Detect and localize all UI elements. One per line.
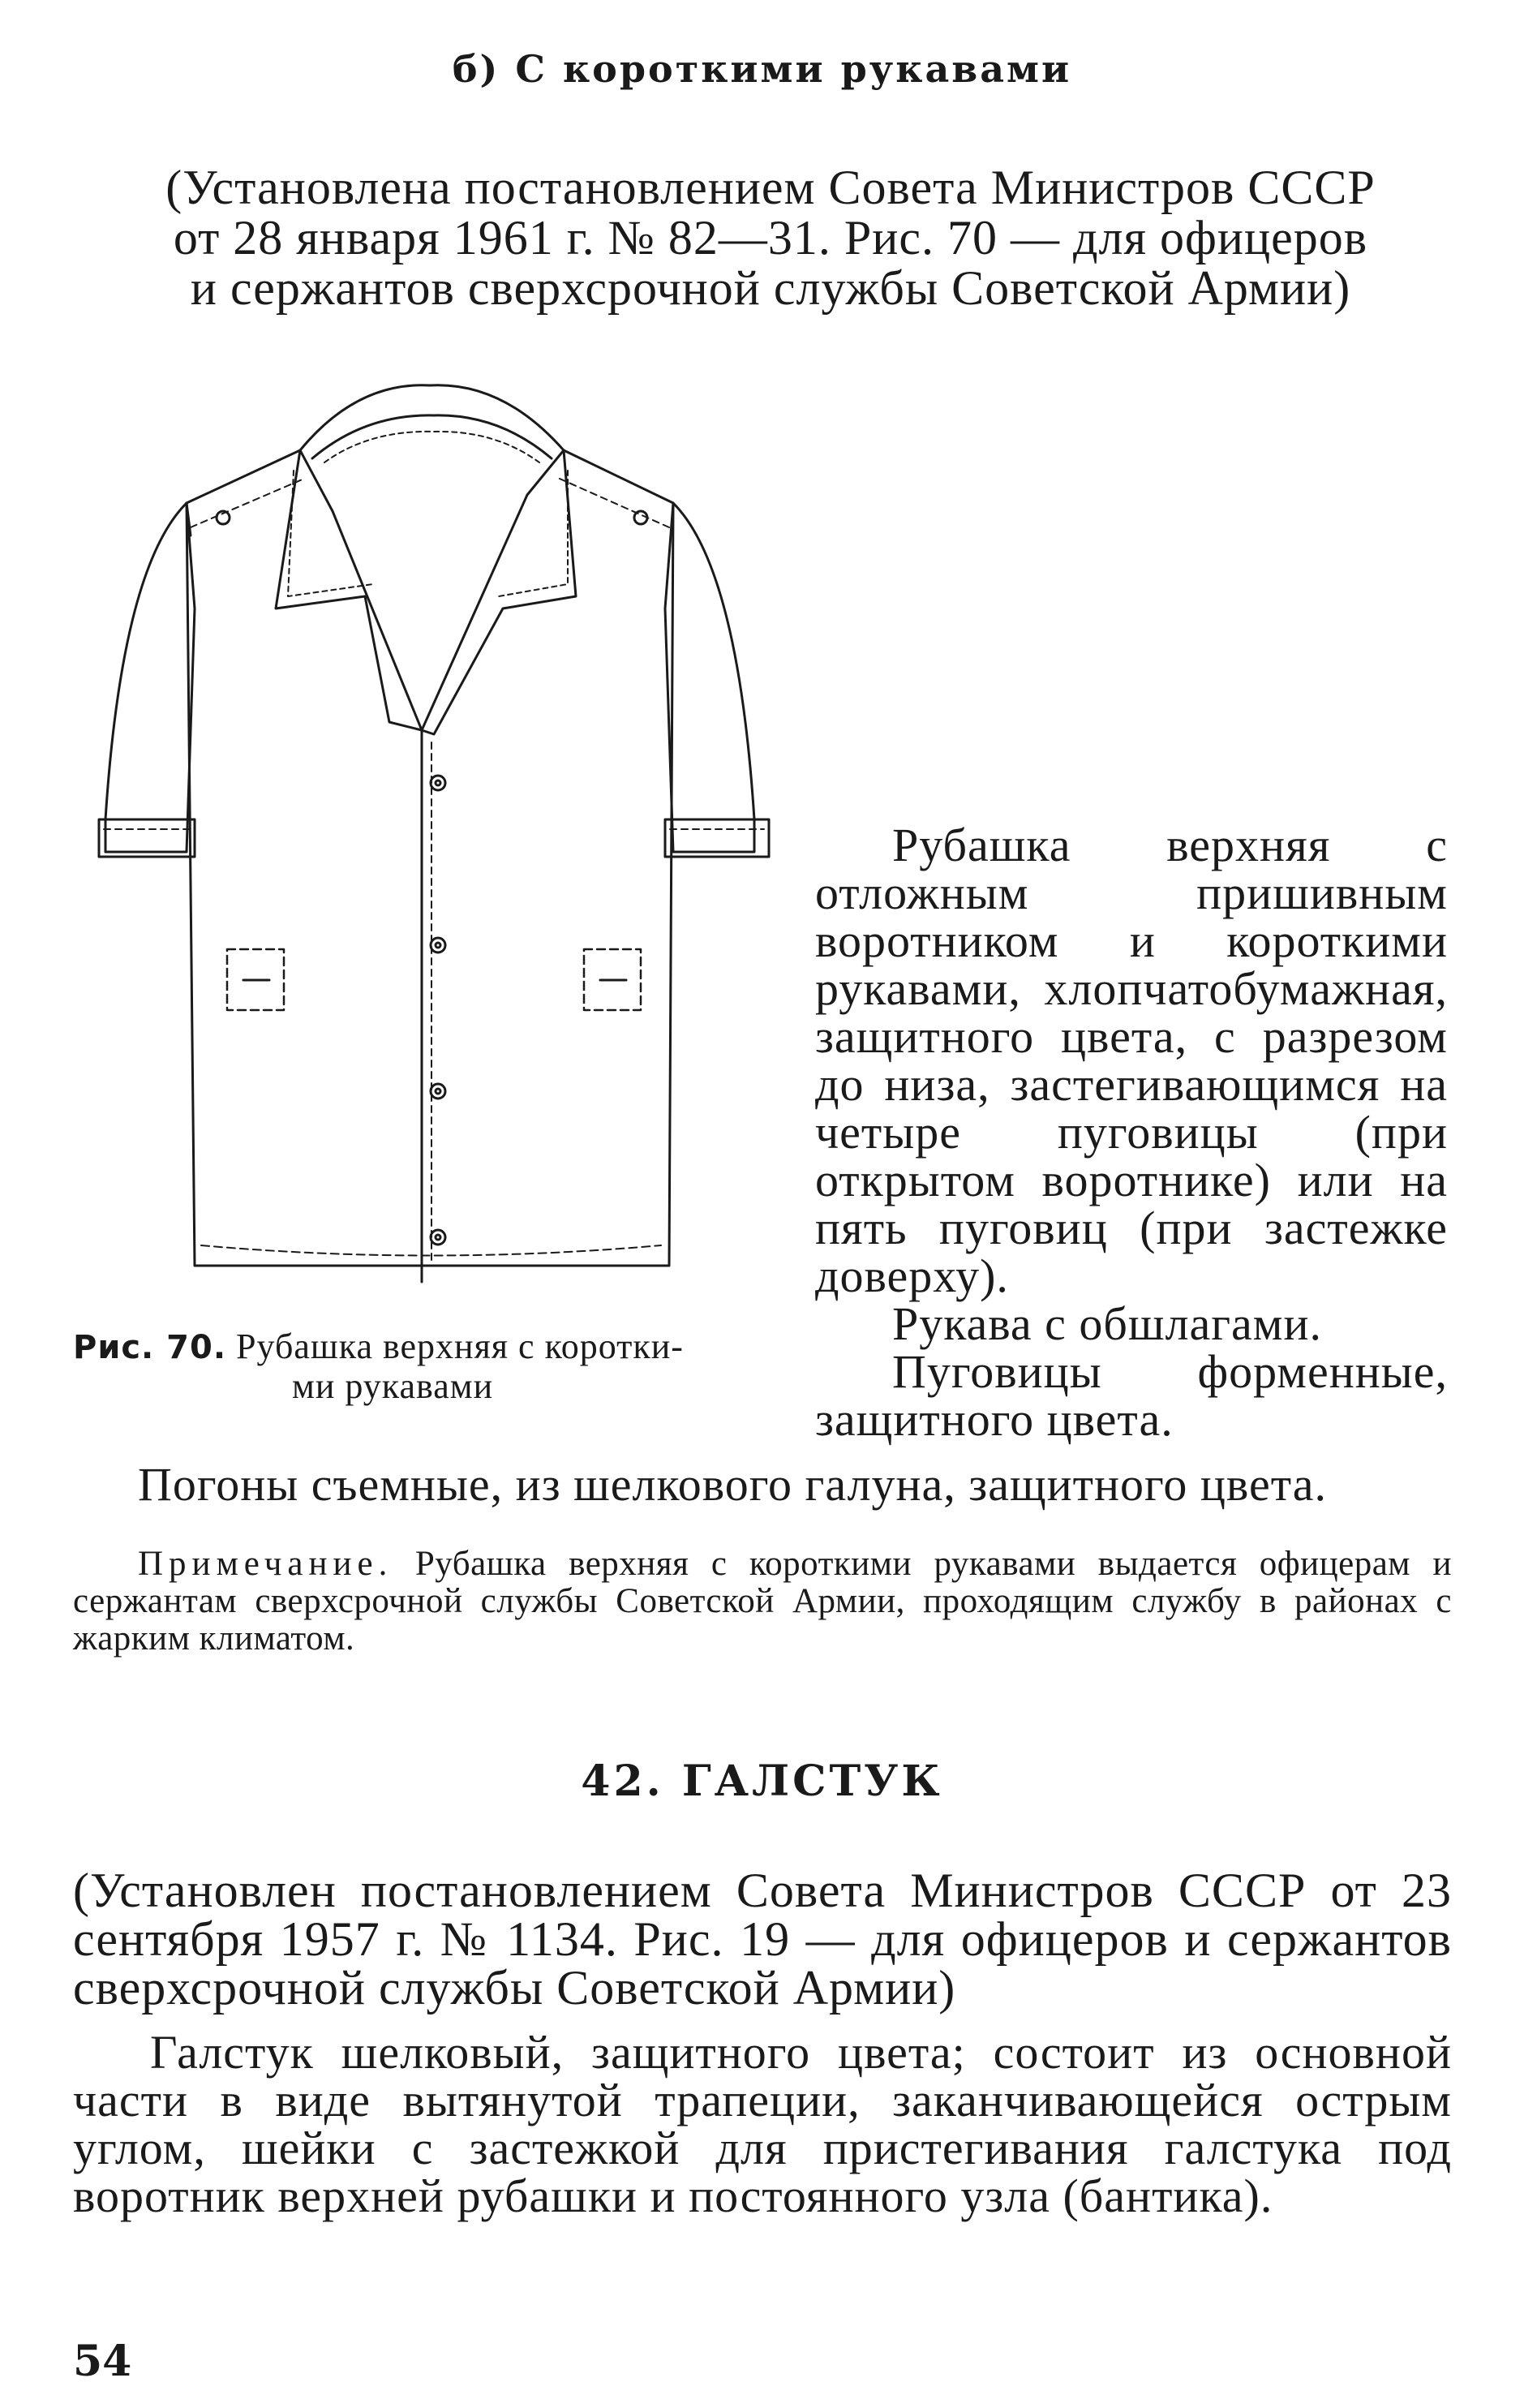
shirt-body bbox=[187, 385, 673, 1266]
figure-label: Рис. 70. bbox=[73, 1329, 227, 1366]
section-title: 42. ГАЛСТУК bbox=[581, 1757, 943, 1806]
note-block bbox=[73, 1546, 1452, 1658]
description-paragraph-4: Погоны съемные, из шелкового галуна, защитного цвета. bbox=[138, 1458, 1328, 1511]
tie-description: Галстук шелковый, защитного цвета; состоит из основной части в виде вытянутой трапеции, заканчивающейся острым углом, шейки с застежкой для пристегивания галстука под воротник верхней рубашки и постоянного узла (бантика). bbox=[73, 2026, 1452, 2222]
left-lapel bbox=[276, 450, 422, 730]
right-sleeve bbox=[665, 503, 754, 852]
button-4 bbox=[431, 1230, 445, 1245]
decree-line-2: от 28 января 1961 г. № 82—31. Рис. 70 — для офицеров bbox=[173, 211, 1368, 264]
right-lapel bbox=[422, 450, 576, 734]
button-3 bbox=[431, 1084, 445, 1099]
decree-note-shirt bbox=[122, 162, 1419, 313]
subsection-title: б) С короткими рукавами bbox=[452, 47, 1072, 91]
decree-line-3: и сержантов сверхсрочной службы Советской Армии) bbox=[190, 261, 1351, 315]
decree-note-tie: (Установлен постановлением Совета Министров СССР от 23 сентября 1957 г. № 1134. Рис. 19 — для офицеров и сержантов сверхсрочной службы Советской Армии) bbox=[73, 1864, 1452, 2015]
description-paragraph-3: Пуговицы форменные, защитного цвета. bbox=[815, 1345, 1448, 1446]
decree-line-1: (Установлена постановлением Совета Министров СССР bbox=[165, 161, 1376, 214]
button-2 bbox=[431, 938, 445, 952]
description-paragraph-2: Рукава с обшлагами. bbox=[892, 1297, 1323, 1350]
page-number: 54 bbox=[73, 2337, 132, 2386]
figure-caption-line-1: Рубашка верхняя с коротки- bbox=[236, 1327, 684, 1366]
collar-back bbox=[312, 415, 552, 458]
figure-caption bbox=[73, 1327, 771, 1406]
description-paragraph-1: Рубашка верхняя с отложным пришивным воротником и короткими рукавами, хлопчатобумажная, защитного цвета, с разрезом до низа, застегивающимся на четыре пуговицы (при открытом воротнике) или на пять пуговиц (при застежке доверху). bbox=[815, 819, 1448, 1302]
button-1 bbox=[431, 776, 445, 790]
left-sleeve bbox=[105, 503, 195, 852]
note-label: Примечание. bbox=[138, 1545, 393, 1583]
shirt-description bbox=[815, 819, 1448, 1446]
note-text: Рубашка верхняя с короткими рукавами выдается офицерам и сержантам сверхсрочной службы Советской Армии, проходящим службу в районах с жарким климатом. bbox=[73, 1545, 1453, 1658]
figure-caption-line-2: ми рукавами bbox=[292, 1366, 494, 1406]
shirt-illustration bbox=[89, 365, 787, 1298]
